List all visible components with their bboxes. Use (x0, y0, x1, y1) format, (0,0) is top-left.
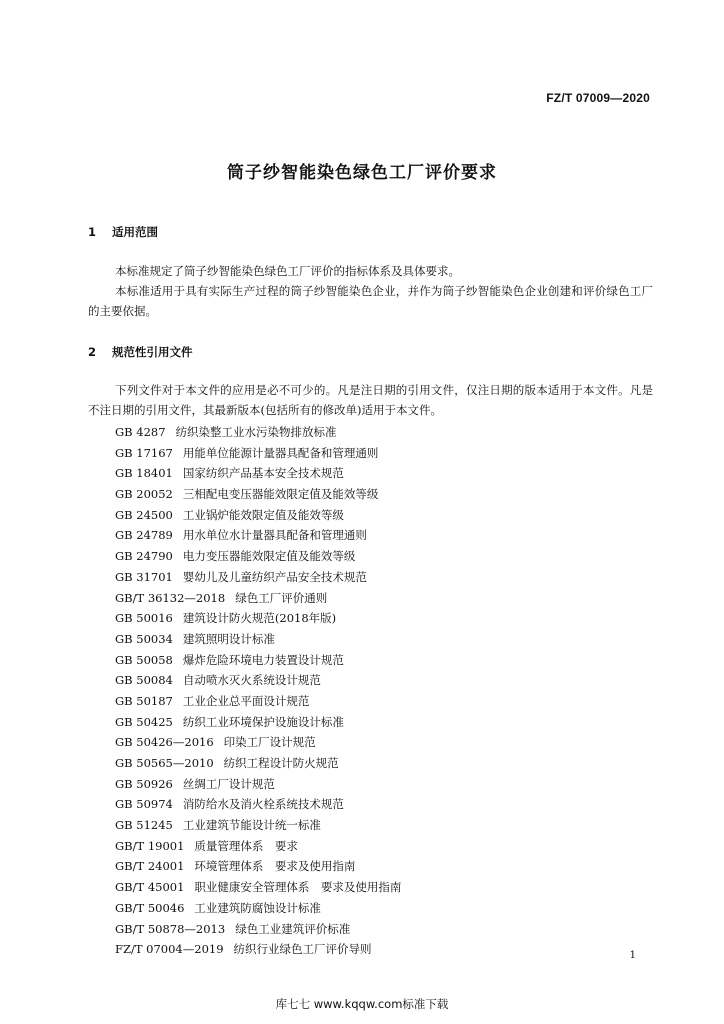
section-number: 2 (88, 345, 97, 359)
reference-code: GB 24500 (115, 507, 173, 522)
reference-name: 纺织染整工业水污染物排放标准 (175, 425, 337, 439)
normative-references-list (115, 422, 401, 960)
reference-code: GB/T 19001 (115, 838, 185, 853)
reference-item (115, 588, 401, 609)
reference-code: GB 50084 (115, 673, 173, 688)
reference-name: 丝绸工厂设计规范 (182, 776, 275, 791)
reference-name: 自动喷水灭火系统设计规范 (182, 673, 321, 688)
reference-code: GB 4287 (115, 425, 166, 439)
reference-name: 质量管理体系 要求 (194, 838, 298, 853)
reference-item (115, 856, 401, 877)
reference-code: GB 50426—2016 (115, 735, 214, 750)
reference-name: 婴幼儿及儿童纺织产品安全技术规范 (182, 569, 367, 584)
reference-name: 工业建筑节能设计统一标准 (182, 818, 321, 833)
reference-name: 纺织工程设计防火规范 (223, 756, 339, 770)
reference-item (115, 794, 401, 815)
reference-code: GB 50034 (115, 631, 173, 646)
reference-name: 工业建筑防腐蚀设计标准 (194, 900, 321, 915)
reference-name: 用水单位水计量器具配备和管理通则 (182, 528, 367, 543)
reference-item (115, 919, 401, 940)
document-title: 筒子纱智能染色绿色工厂评价要求 (227, 163, 497, 183)
reference-item (115, 525, 401, 546)
reference-item (115, 567, 401, 588)
reference-name: 工业锅炉能效限定值及能效等级 (182, 507, 344, 522)
section-number: 1 (88, 225, 97, 239)
section-2-paragraph-1: 下列文件对于本文件的应用是必不可少的。凡是注日期的引用文件，仅注日期的版本适用于本文件。凡是不注日期的引用文件，其最新版本(包括所有的修改单)适用于本文件。 (88, 383, 653, 417)
reference-item (115, 484, 401, 505)
reference-item (115, 815, 401, 836)
reference-code: GB 50974 (115, 797, 173, 812)
reference-code: GB 50016 (115, 611, 173, 626)
reference-item (115, 898, 401, 919)
reference-code: GB 50425 (115, 714, 173, 729)
standard-code: FZ/T 07009—2020 (546, 91, 650, 105)
reference-item (115, 443, 401, 464)
reference-name: 消防给水及消火栓系统技术规范 (182, 797, 344, 812)
reference-code: GB 24790 (115, 549, 173, 564)
reference-name: 三相配电变压器能效限定值及能效等级 (182, 487, 379, 502)
reference-code: GB/T 36132—2018 (115, 590, 226, 605)
reference-item (115, 939, 401, 960)
footer-watermark: 库七七 www.kqqw.com标准下载 (275, 997, 449, 1011)
reference-code: GB 18401 (115, 466, 173, 481)
reference-code: GB/T 24001 (115, 859, 185, 874)
reference-item (115, 505, 401, 526)
reference-item (115, 732, 401, 753)
reference-name: 纺织行业绿色工厂评价导则 (233, 942, 372, 957)
reference-name: 印染工厂设计规范 (223, 735, 316, 750)
reference-name: 绿色工厂评价通则 (235, 590, 328, 605)
section-1-heading (88, 224, 158, 240)
reference-code: GB 50926 (115, 776, 173, 791)
reference-item (115, 836, 401, 857)
section-title: 规范性引用文件 (112, 345, 193, 359)
reference-item (115, 774, 401, 795)
reference-code: GB/T 45001 (115, 880, 185, 895)
reference-code: FZ/T 07004—2019 (115, 942, 224, 957)
reference-item (115, 629, 401, 650)
reference-name: 绿色工业建筑评价标准 (235, 921, 351, 936)
reference-code: GB 51245 (115, 818, 173, 833)
reference-name: 建筑设计防火规范(2018年版) (182, 611, 337, 626)
reference-item (115, 670, 401, 691)
reference-item (115, 650, 401, 671)
reference-code: GB 50058 (115, 652, 173, 667)
reference-code: GB/T 50046 (115, 900, 185, 915)
reference-name: 职业健康安全管理体系 要求及使用指南 (194, 880, 402, 895)
reference-code: GB 50565—2010 (115, 756, 214, 770)
reference-code: GB 20052 (115, 487, 173, 502)
reference-item (115, 463, 401, 484)
reference-name: 国家纺织产品基本安全技术规范 (182, 466, 344, 481)
reference-item (115, 546, 401, 567)
reference-code: GB 24789 (115, 528, 173, 543)
reference-name: 爆炸危险环境电力装置设计规范 (182, 652, 344, 667)
section-title: 适用范围 (112, 225, 159, 239)
reference-item (115, 753, 401, 774)
reference-item (115, 712, 401, 733)
section-2-heading (88, 344, 193, 360)
reference-item (115, 877, 401, 898)
reference-item (115, 691, 401, 712)
reference-name: 用能单位能源计量器具配备和管理通则 (182, 445, 379, 460)
reference-code: GB 50187 (115, 693, 173, 708)
section-1-paragraph-1: 本标准规定了筒子纱智能染色绿色工厂评价的指标体系及具体要求。 (115, 264, 460, 278)
reference-name: 环境管理体系 要求及使用指南 (194, 859, 356, 874)
reference-code: GB 31701 (115, 569, 173, 584)
reference-name: 工业企业总平面设计规范 (182, 693, 310, 708)
page-number: 1 (629, 950, 636, 961)
section-1-paragraph-2: 本标准适用于具有实际生产过程的筒子纱智能染色企业，并作为筒子纱智能染色企业创建和评价绿色工厂的主要依据。 (88, 284, 653, 318)
reference-name: 电力变压器能效限定值及能效等级 (182, 549, 356, 564)
reference-code: GB 17167 (115, 445, 173, 460)
reference-item (115, 422, 401, 443)
reference-item (115, 608, 401, 629)
reference-code: GB/T 50878—2013 (115, 921, 226, 936)
reference-name: 建筑照明设计标准 (182, 631, 275, 646)
reference-name: 纺织工业环境保护设施设计标准 (182, 714, 344, 729)
